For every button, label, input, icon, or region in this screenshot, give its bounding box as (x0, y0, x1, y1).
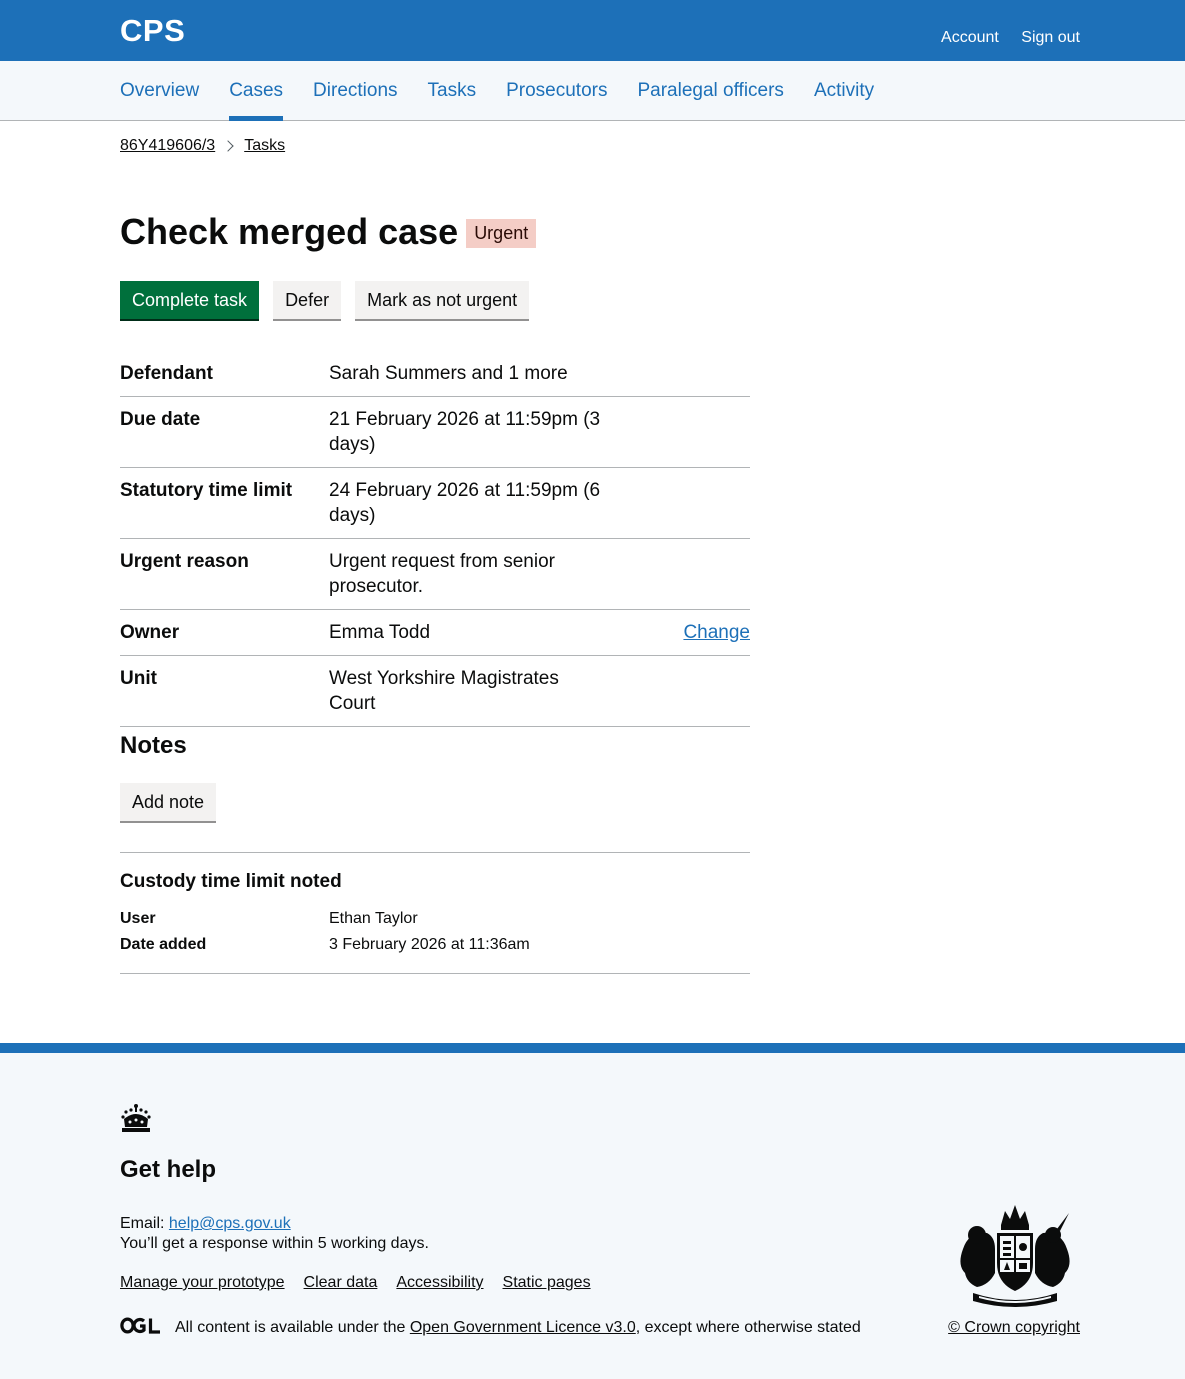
footer-links (120, 1274, 610, 1292)
nav-item-directions (313, 61, 397, 120)
summary-row-due-date (120, 397, 750, 468)
licence-suffix: , except where otherwise stated (635, 1319, 861, 1336)
copyright (948, 1319, 1080, 1337)
title-row (120, 210, 536, 254)
footer-link-manage-prototype[interactable]: Manage your prototype (120, 1274, 285, 1291)
nav-item-cases (229, 61, 283, 120)
royal-coat-of-arms-icon (955, 1203, 1075, 1312)
chevron-right-icon (223, 140, 234, 151)
note-date-row (120, 936, 750, 954)
email-label: Email: (120, 1215, 165, 1232)
summary-value: Sarah Summers and 1 more (329, 363, 568, 384)
nav-link-paralegal-officers[interactable]: Paralegal officers (637, 80, 784, 101)
footer (0, 1043, 1185, 1379)
note-title: Custody time limit noted (120, 871, 342, 892)
nav-item-activity (814, 61, 874, 120)
summary-key: Urgent reason (120, 551, 249, 572)
note-user-row (120, 910, 750, 928)
note-date-value: 3 February 2026 at 11:36am (329, 936, 530, 953)
summary-key: Defendant (120, 363, 213, 384)
sign-out-link[interactable]: Sign out (1021, 29, 1080, 46)
note-user-value: Ethan Taylor (329, 910, 418, 927)
licence-text (120, 1317, 861, 1339)
footer-link-static-pages[interactable]: Static pages (502, 1274, 591, 1291)
nav-link-overview[interactable]: Overview (120, 80, 200, 101)
page-title: Check merged case (120, 211, 459, 252)
breadcrumb-tasks-link[interactable]: Tasks (244, 137, 286, 154)
account-link[interactable]: Account (941, 29, 999, 46)
summary-value: West Yorkshire Magistrates Court (329, 668, 559, 714)
summary-value: 21 February 2026 at 11:59pm (3 days) (329, 409, 601, 455)
summary-value: 24 February 2026 at 11:59pm (6 days) (329, 480, 601, 526)
urgent-tag: Urgent (466, 219, 536, 248)
header-nav (923, 29, 1080, 47)
footer-heading: Get help (120, 1156, 217, 1183)
summary-key: Unit (120, 668, 157, 689)
nav-link-activity[interactable]: Activity (813, 80, 875, 101)
nav-item-paralegal-officers (637, 61, 783, 120)
nav-item-prosecutors (506, 61, 607, 120)
add-note-button[interactable]: Add note (120, 783, 216, 821)
nav-item-overview (120, 61, 199, 120)
crown-copyright-link[interactable]: © Crown copyright (948, 1319, 1080, 1336)
mark-not-urgent-button[interactable]: Mark as not urgent (355, 281, 529, 319)
note-user-key: User (120, 910, 156, 927)
summary-row-owner (120, 610, 750, 656)
task-summary-list (120, 351, 750, 727)
cps-logo[interactable]: CPS (120, 13, 186, 48)
summary-row-defendant (120, 351, 750, 397)
summary-row-unit (120, 656, 750, 727)
note-entry (120, 852, 750, 974)
nav-link-tasks[interactable]: Tasks (427, 80, 477, 101)
footer-link-clear-data[interactable]: Clear data (303, 1274, 378, 1291)
ogl-logo-icon (120, 1317, 161, 1339)
task-actions (120, 281, 543, 319)
summary-key: Statutory time limit (120, 480, 293, 501)
footer-contact (120, 1214, 429, 1254)
change-owner-link[interactable]: Change (683, 622, 750, 643)
summary-key: Owner (120, 622, 180, 643)
defer-button[interactable]: Defer (273, 281, 341, 319)
nav-link-directions[interactable]: Directions (313, 80, 398, 101)
header (0, 0, 1185, 61)
breadcrumb (120, 137, 285, 155)
footer-link-accessibility[interactable]: Accessibility (396, 1274, 484, 1291)
nav-link-cases[interactable]: Cases (229, 80, 284, 101)
ogl-licence-link[interactable]: Open Government Licence v3.0 (409, 1319, 636, 1336)
licence-prefix: All content is available under the (175, 1319, 406, 1336)
nav-item-tasks (428, 61, 477, 120)
summary-value: Urgent request from senior prosecutor. (329, 551, 555, 597)
summary-key: Due date (120, 409, 201, 430)
summary-row-statutory-time-limit (120, 468, 750, 539)
nav-link-prosecutors[interactable]: Prosecutors (506, 80, 608, 101)
help-email-link[interactable]: help@cps.gov.uk (168, 1215, 291, 1232)
crown-icon (120, 1103, 152, 1138)
response-time-text: You’ll get a response within 5 working days. (120, 1235, 429, 1252)
note-date-key: Date added (120, 936, 207, 953)
summary-row-urgent-reason (120, 539, 750, 610)
add-note-wrapper (120, 783, 230, 821)
complete-task-button[interactable]: Complete task (120, 281, 259, 319)
breadcrumb-case-link[interactable]: 86Y419606/3 (120, 137, 216, 154)
service-navigation (0, 61, 1185, 121)
summary-value: Emma Todd (329, 622, 431, 643)
notes-heading: Notes (120, 732, 187, 759)
